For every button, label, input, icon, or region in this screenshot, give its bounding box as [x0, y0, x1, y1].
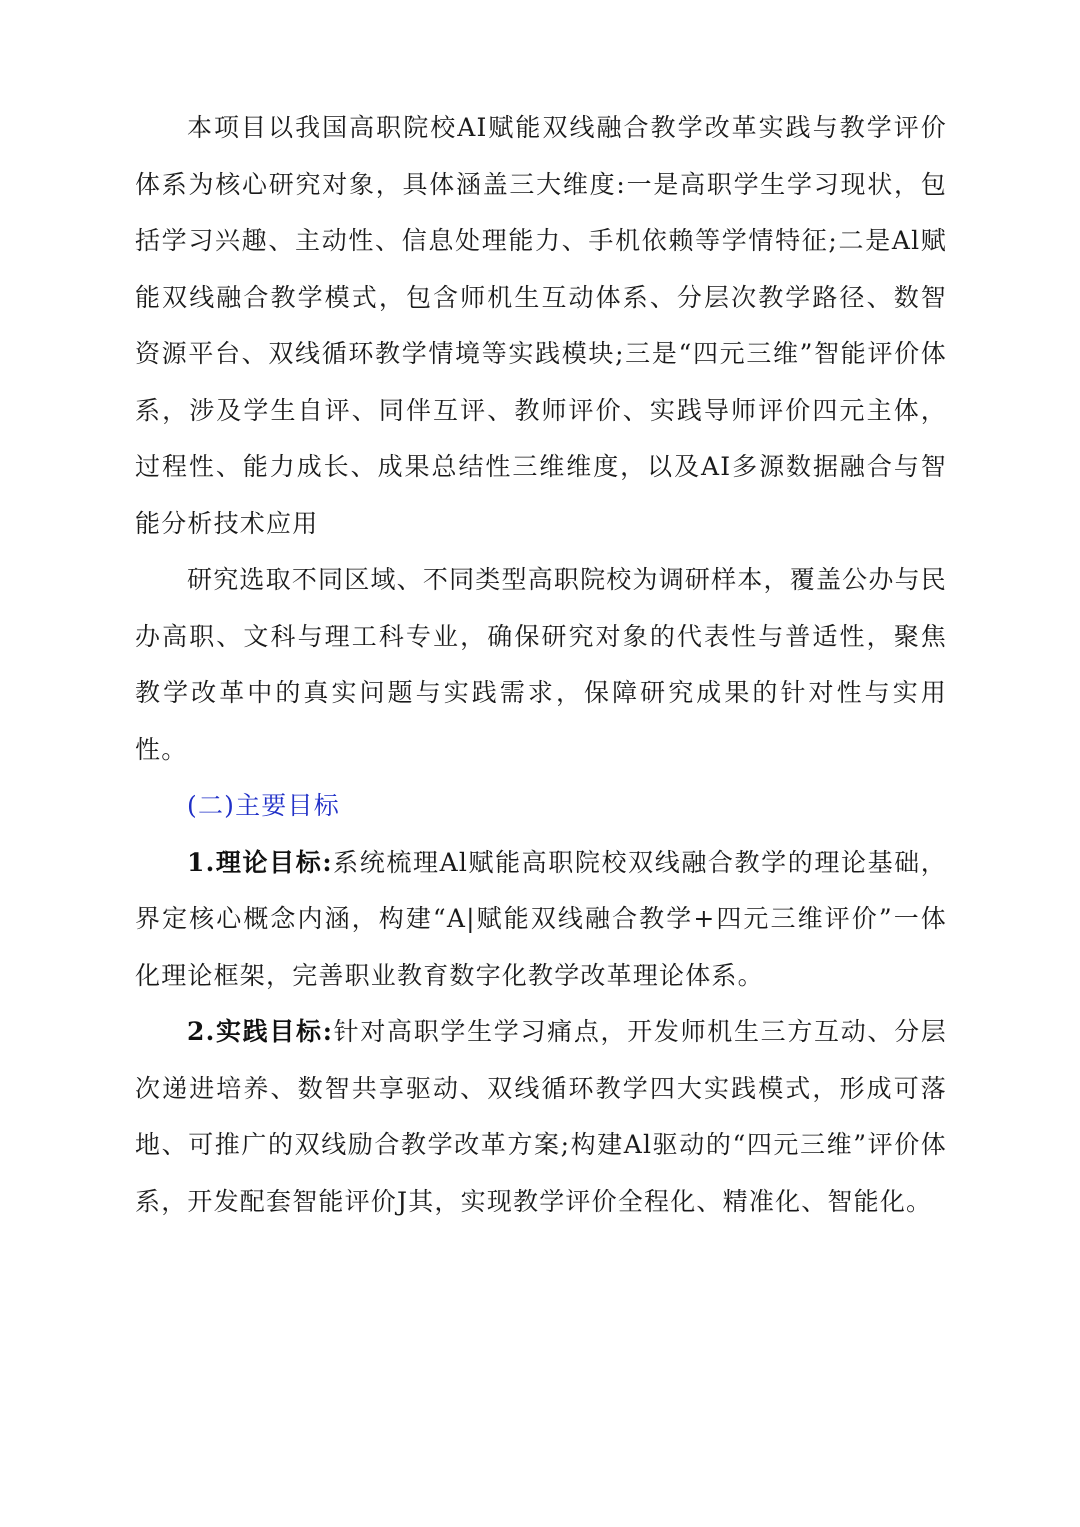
section-heading-main-goals: (二)主要目标 [187, 791, 340, 820]
practice-goal-text: 针对高职学生学习痛点，开发师机生三方互动、分层次递进培养、数智共享驱动、双线循环教学四大实践模式，形成可落地、可推广的双线励合教学改革方案;构建Al驱动的“四元三维”评价体系，开发配套智能评价J其，实现教学评价全程化、精准化、智能化。 [135, 1017, 947, 1216]
document-body [135, 100, 947, 1230]
paragraph-practice-goal [135, 1004, 947, 1230]
practice-goal-label: 2.实践目标: [187, 1017, 334, 1046]
paragraph-research-object: 本项目以我国高职院校AI赋能双线融合教学改革实践与教学评价体系为核心研究对象，具体涵盖三大维度:一是高职学生学习现状，包括学习兴趣、主动性、信息处理能力、手机依赖等学情特征;二是Al赋能双线融合教学模式，包含师机生互动体系、分层次教学路径、数智资源平台、双线循环教学情境等实践模块;三是“四元三维”智能评价体系，涉及学生自评、同伴互评、教师评价、实践导师评价四元主体，过程性、能力成长、成果总结性三维维度，以及AI多源数据融合与智能分析技术应用 [135, 113, 947, 538]
paragraph-theory-goal [135, 835, 947, 1005]
paragraph-research-sample: 研究选取不同区域、不同类型高职院校为调研样本，覆盖公办与民办高职、文科与理工科专业，确保研究对象的代表性与普适性，聚焦教学改革中的真实问题与实践需求，保障研究成果的针对性与实用性。 [135, 565, 947, 764]
theory-goal-text: 系统梳理Al赋能高职院校双线融合教学的理论基础，界定核心概念内涵，构建“A|赋能双线融合教学+四元三维评价”一体化理论框架，完善职业教育数字化教学改革理论体系。 [135, 847, 947, 990]
theory-goal-label: 1.理论目标: [187, 847, 333, 877]
